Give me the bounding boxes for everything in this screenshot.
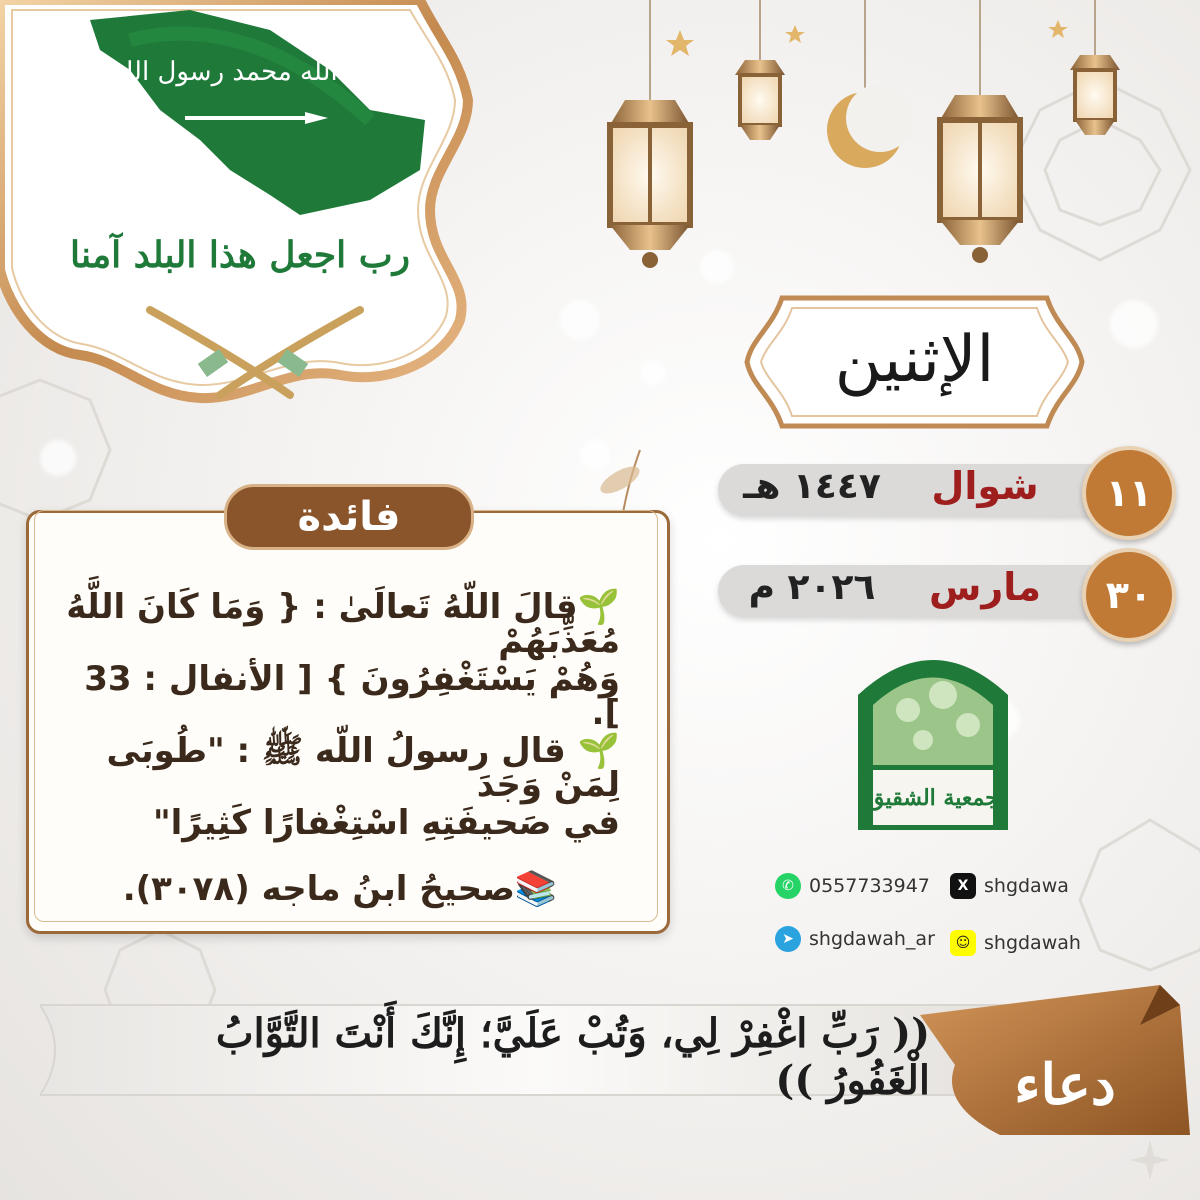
ramadan-lanterns — [580, 0, 1140, 290]
benefit-line-4: في صَحيفَتِهِ اسْتِغْفارًا كَثِيرًا" — [152, 803, 620, 843]
organization-logo — [848, 635, 1018, 835]
x-icon: X — [950, 873, 976, 899]
telegram-icon: ➤ — [775, 926, 801, 952]
snapchat-contact[interactable] — [950, 930, 1081, 956]
gregorian-day: ٣٠ — [1082, 548, 1176, 642]
saudi-flag-map — [70, 0, 440, 230]
benefit-card-title: فائدة — [224, 484, 474, 550]
gregorian-month: مارس — [928, 565, 1042, 609]
dua-label: دعاء — [1014, 1052, 1116, 1118]
benefit-line-3: 🌱 قال رسولُ اللّه ﷺ : "طُوبَى لِمَنْ وَجَدَ — [106, 731, 620, 805]
telegram-handle: shgdawah_ar — [809, 928, 935, 950]
benefit-line-2: وَهُمْ يَسْتَغْفِرُونَ } [ الأنفال : 33 ]. — [84, 659, 620, 733]
telegram-contact[interactable] — [775, 926, 935, 952]
crossed-swords-icon — [140, 290, 370, 400]
hijri-day: ١١ — [1082, 446, 1176, 540]
gregorian-year: ٢٠٢٦ م — [748, 567, 876, 608]
whatsapp-number: 0557733947 — [809, 875, 930, 897]
x-handle: shgdawa — [984, 875, 1069, 897]
dua-text: (( رَبِّ اغْفِرْ لِي، وَتُبْ عَلَيَّ؛ إِنَّكَ أَنْتَ التَّوَّابُ الْغَفُورُ )) — [215, 1010, 930, 1104]
hijri-year: ١٤٤٧ هـ — [743, 466, 881, 507]
whatsapp-icon: ✆ — [775, 873, 801, 899]
whatsapp-contact[interactable] — [775, 873, 930, 899]
hijri-month: شوال — [931, 464, 1039, 508]
sparkle-icon — [1130, 1140, 1170, 1180]
logo-text: جمعية الشقيق — [867, 785, 999, 811]
snapchat-icon: ☺ — [950, 930, 976, 956]
benefit-line-1: 🌱قالَ اللّهُ تَعالَىٰ : { وَمَا كَانَ اللَّهُ مُعَذِّبَهُمْ — [66, 587, 620, 661]
x-contact[interactable] — [950, 873, 1069, 899]
snapchat-handle: shgdawah — [984, 932, 1081, 954]
day-name: الإثنين — [834, 323, 995, 397]
flag-shahada: لا إله إلا الله محمد رسول الله — [111, 57, 429, 87]
flag-dua-calligraphy: رب اجعل هذا البلد آمنا — [70, 234, 410, 276]
benefit-line-5: 📚صحيحُ ابنُ ماجه (٣٠٧٨). — [122, 869, 558, 909]
